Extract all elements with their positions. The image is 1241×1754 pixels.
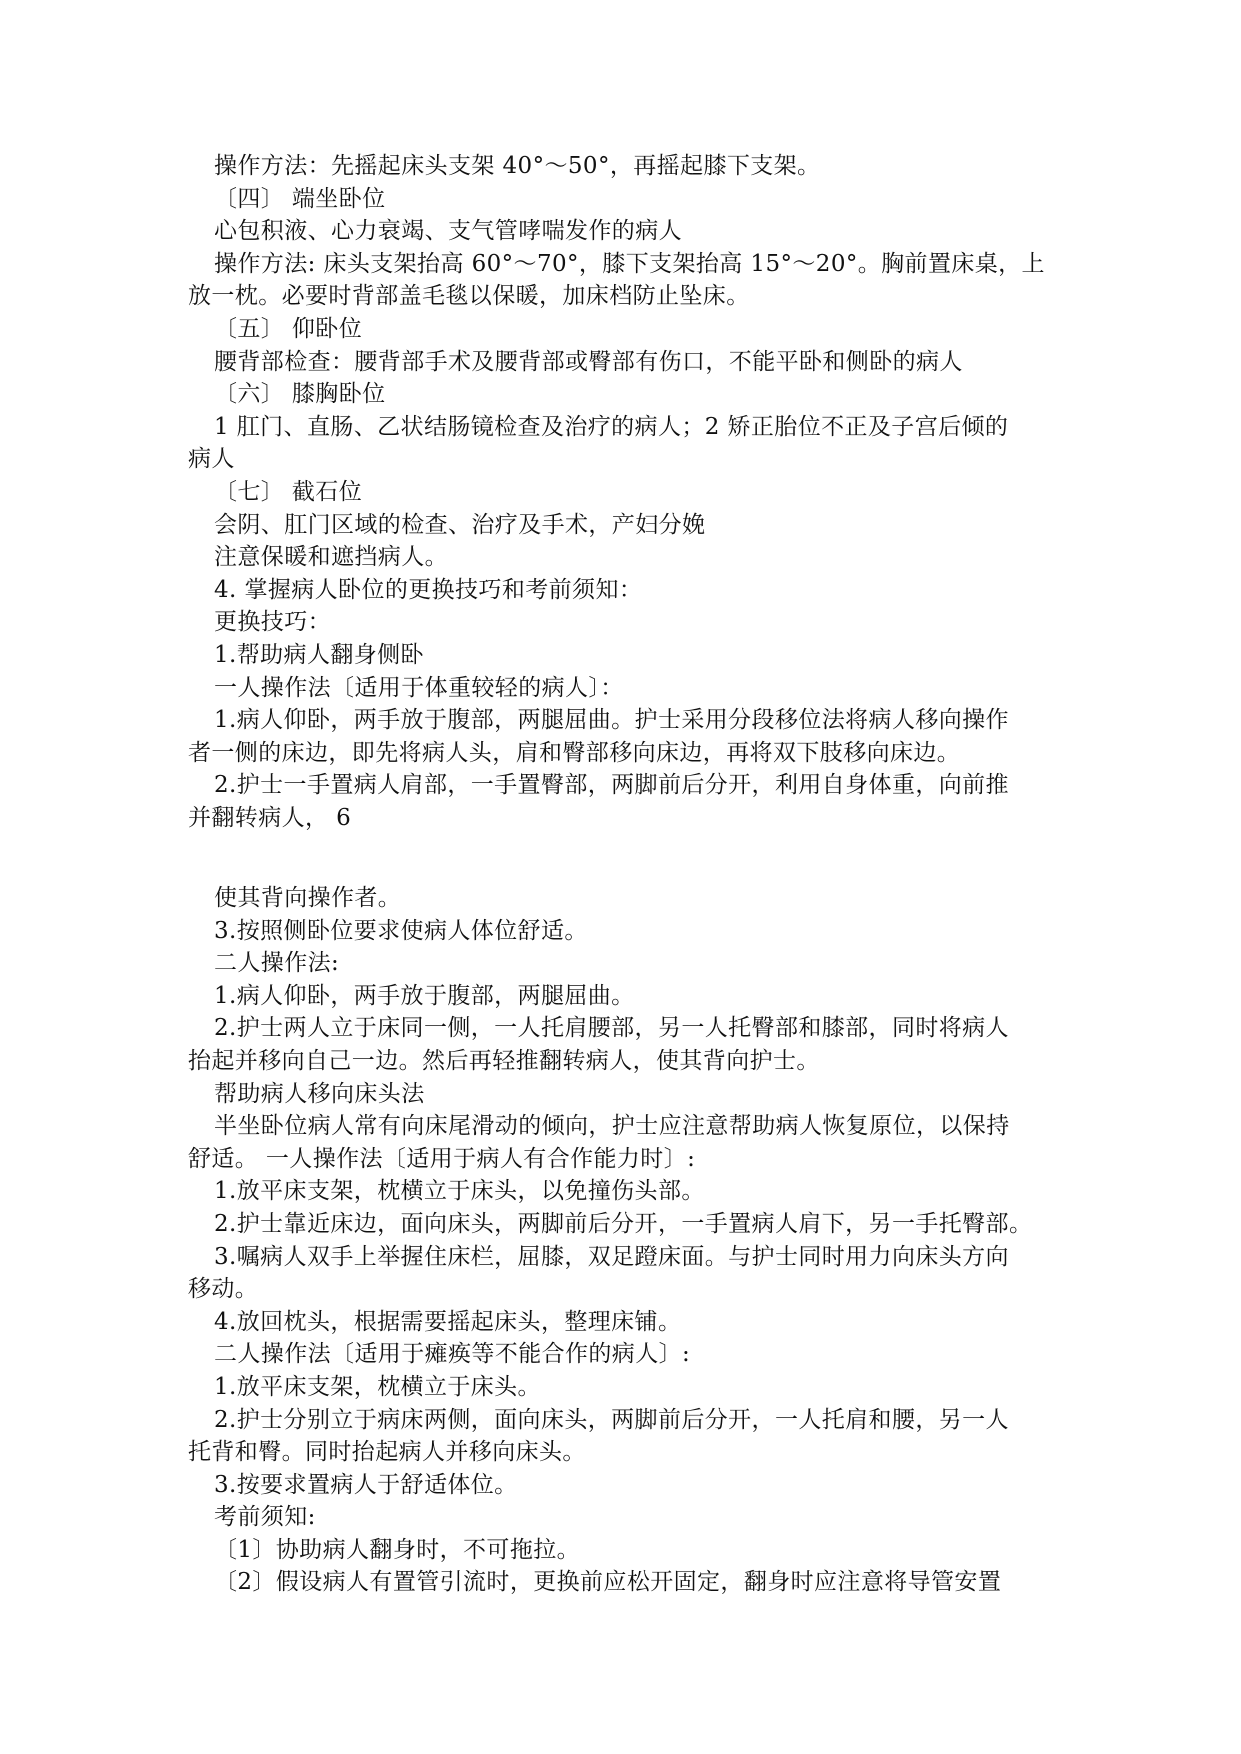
text-line: 半坐卧位病人常有向床尾滑动的倾向，护士应注意帮助病人恢复原位，以保持 bbox=[214, 1113, 1010, 1140]
text-line: 1 肛门、直肠、乙状结肠镜检查及治疗的病人；2 矫正胎位不正及子宫后倾的 bbox=[214, 413, 1009, 440]
text-line: 使其背向操作者。 bbox=[214, 885, 402, 911]
text-line: 腰背部检查：腰背部手术及腰背部或臀部有伤口，不能平卧和侧卧的病人 bbox=[214, 348, 963, 375]
text-line: 〔五〕 仰卧位 bbox=[214, 315, 363, 342]
text-line: 注意保暖和遮挡病人。 bbox=[214, 544, 448, 571]
text-line: 病人 bbox=[188, 446, 235, 473]
text-line: 心包积液、心力衰竭、支气管哮喘发作的病人 bbox=[214, 218, 682, 245]
text-line: 1.病人仰卧，两手放于腹部，两腿屈曲。 bbox=[214, 982, 635, 1009]
text-line: 〔四〕 端坐卧位 bbox=[214, 185, 386, 212]
text-line: 2.护士靠近床边，面向床头，两脚前后分开，一手置病人肩下，另一手托臀部。 bbox=[214, 1210, 1033, 1237]
text-line: 1.放平床支架，枕横立于床头，以免撞伤头部。 bbox=[214, 1178, 705, 1205]
text-line: 托背和臀。同时抬起病人并移向床头。 bbox=[188, 1439, 586, 1466]
text-line: 〔七〕 截石位 bbox=[214, 478, 363, 505]
text-line: 4. 掌握病人卧位的更换技巧和考前须知： bbox=[214, 576, 643, 603]
text-line: 一人操作法〔适用于体重较轻的病人〕： bbox=[214, 674, 624, 701]
text-line: 〔2〕假设病人有置管引流时，更换前应松开固定，翻身时应注意将导管安置 bbox=[214, 1569, 1002, 1596]
text-block-lower bbox=[188, 882, 1056, 1599]
text-line: 会阴、肛门区域的检查、治疗及手术，产妇分娩 bbox=[214, 511, 706, 538]
text-line: 帮助病人移向床头法 bbox=[214, 1080, 425, 1107]
text-line: 3.按要求置病人于舒适体位。 bbox=[214, 1471, 518, 1498]
text-line: 2.护士两人立于床同一侧，一人托肩腰部，另一人托臀部和膝部，同时将病人 bbox=[214, 1015, 1009, 1042]
text-line: 操作方法：先摇起床头支架 40°～50°，再摇起膝下支架。 bbox=[214, 153, 821, 179]
text-block-upper bbox=[188, 150, 1056, 834]
text-line: 操作方法: 床头支架抬高 60°～70°，膝下支架抬高 15°～20°。胸前置床桌，上 bbox=[214, 250, 1045, 277]
text-line: 舒适。 一人操作法〔适用于病人有合作能力时〕: bbox=[188, 1145, 696, 1172]
text-line: 二人操作法: bbox=[214, 950, 340, 977]
text-line: 并翻转病人， 6 bbox=[188, 804, 352, 831]
text-line: 抬起并移向自己一边。然后再轻推翻转病人，使其背向护士。 bbox=[188, 1047, 820, 1074]
text-line: 2.护士一手置病人肩部，一手置臀部，两脚前后分开，利用自身体重，向前推 bbox=[214, 772, 1009, 799]
text-line: 2.护士分别立于病床两侧，面向床头，两脚前后分开，一人托肩和腰，另一人 bbox=[214, 1406, 1009, 1433]
text-line: 二人操作法〔适用于瘫痪等不能合作的病人〕: bbox=[214, 1341, 691, 1368]
text-line: 3.按照侧卧位要求使病人体位舒适。 bbox=[214, 917, 588, 944]
text-line: 〔1〕协助病人翻身时，不可拖拉。 bbox=[214, 1536, 581, 1563]
text-line: 1.病人仰卧，两手放于腹部，两腿屈曲。护士采用分段移位法将病人移向操作 bbox=[214, 707, 1009, 734]
text-line: 4.放回枕头，根据需要摇起床头，整理床铺。 bbox=[214, 1308, 682, 1335]
text-line: 移动。 bbox=[188, 1276, 259, 1303]
text-line: 1.帮助病人翻身侧卧 bbox=[214, 641, 424, 668]
text-line: 更换技巧： bbox=[214, 609, 331, 636]
text-line: 〔六〕 膝胸卧位 bbox=[214, 381, 386, 408]
text-line: 3.嘱病人双手上举握住床栏，屈膝，双足蹬床面。与护士同时用力向床头方向 bbox=[214, 1243, 1009, 1270]
text-line: 考前须知: bbox=[214, 1504, 316, 1531]
text-line: 者一侧的床边，即先将病人头，肩和臀部移向床边，再将双下肢移向床边。 bbox=[188, 739, 961, 766]
text-line: 放一枕。必要时背部盖毛毯以保暖，加床档防止坠床。 bbox=[188, 283, 750, 310]
text-line: 1.放平床支架，枕横立于床头。 bbox=[214, 1373, 541, 1400]
